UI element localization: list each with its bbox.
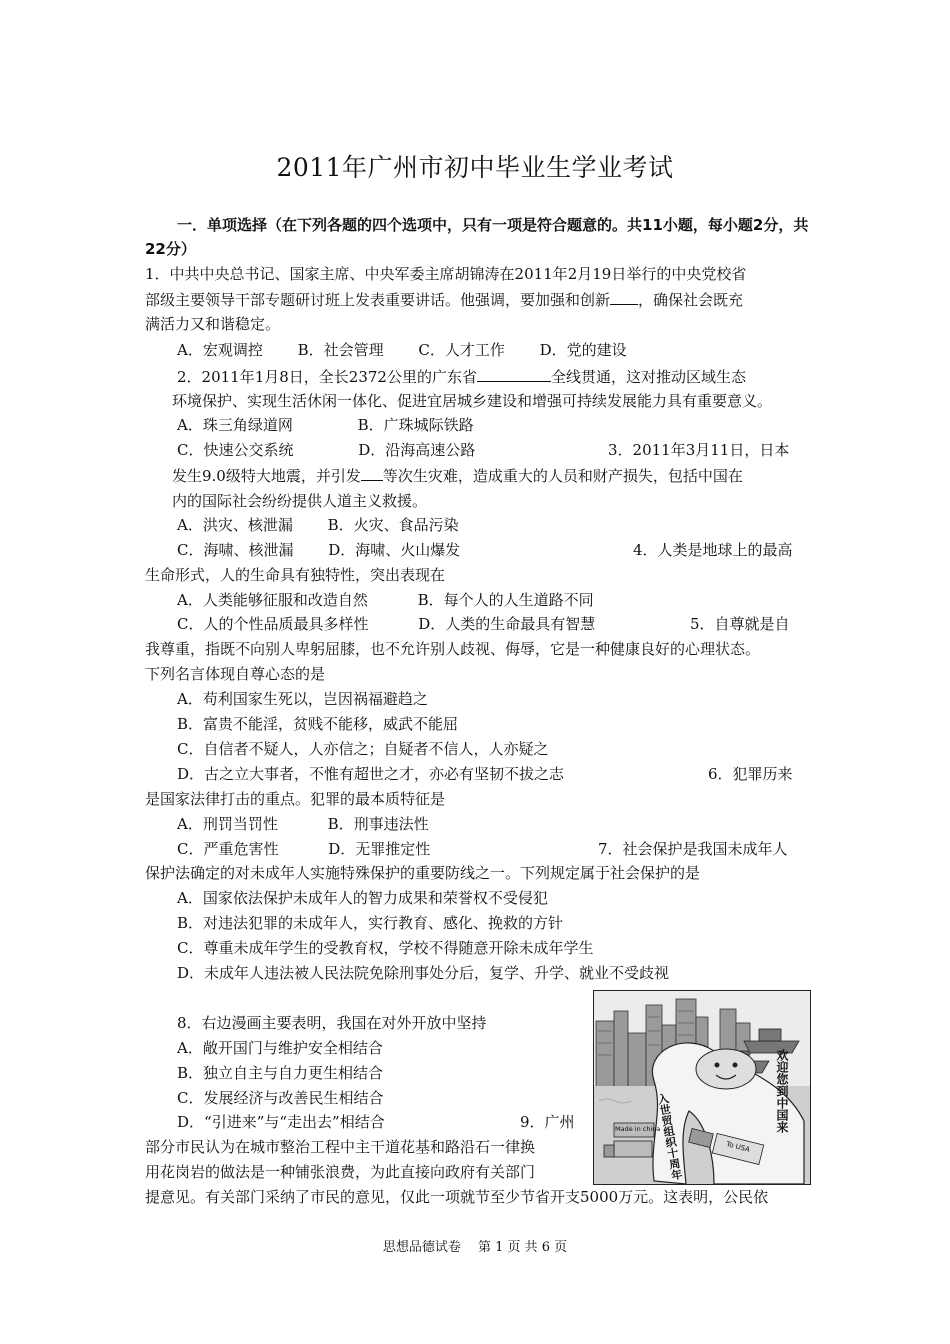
option-line: A．国家依法保护未成年人的智力成果和荣誉权不受侵犯 [177,889,548,907]
text-segment: 全线贯通，这对推动区域生态 [550,368,746,386]
text-line: 我尊重，指既不向别人卑躬屈膝，也不允许别人歧视、侮辱，它是一种健康良好的心理状态。 [145,640,761,658]
exam-title: 2011年广州市初中毕业生学业考试 [276,153,674,182]
text-line: 下列名言体现自尊心态的是 [145,665,326,683]
option-line: C．快速公交系统 D．沿海高速公路 [177,441,476,459]
text-line: 保护法确定的对未成年人实施特殊保护的重要防线之一。下列规定属于社会保护的是 [145,864,701,882]
question-start: 9．广州 [520,1113,575,1131]
option-line: D．古之立大事者，不惟有超世之才，亦必有坚韧不拔之志 [177,765,565,783]
text-line: 满活力又和谐稳定。 [145,315,281,333]
text-segment: 等次生灾难，造成重大的人员和财产损失，包括中国在 [382,467,743,485]
question-start: 5．自尊就是自 [690,615,790,633]
option-line: A．宏观调控 B．社会管理 C．人才工作 D．党的建设 [177,341,627,359]
cartoon-illustration [593,990,811,1185]
question-start: 6．犯罪历来 [708,765,793,783]
option-line: A．敞开国门与维护安全相结合 [177,1039,383,1057]
text-line: 1．中共中央总书记、国家主席、中央军委主席胡锦涛在2011年2月19日举行的中央党校省 [145,265,747,283]
option-line: A．人类能够征服和改造自然 B．每个人的人生道路不同 [177,591,594,609]
option-line: C．发展经济与改善民生相结合 [177,1089,384,1107]
text-segment: 发生9.0级特大地震，并引发 [172,467,361,485]
option-line: B．富贵不能淫，贫贱不能移，威武不能屈 [177,715,459,733]
option-line: C．尊重未成年学生的受教育权，学校不得随意开除未成年学生 [177,939,594,957]
text-line: 环境保护、实现生活休闲一体化、促进宜居城乡建设和增强可持续发展能力具有重要意义。 [172,392,773,410]
option-line: C．海啸、核泄漏 D．海啸、火山爆发 [177,541,461,559]
text-line: 部分市民认为在城市整治工程中主干道花基和路沿石一律换 [145,1138,536,1156]
option-line: B．对违法犯罪的未成年人，实行教育、感化、挽救的方针 [177,914,564,932]
answer-blank [610,288,638,305]
text-line [172,464,743,487]
option-line: D．未成年人违法被人民法院免除刑事处分后，复学、升学、就业不受歧视 [177,964,670,982]
answer-blank [361,464,383,481]
option-line: A．苟利国家生死以，岂因祸福避趋之 [177,690,428,708]
option-line: A．洪灾、核泄漏 B．火灾、食品污染 [177,516,459,534]
question-start: 4．人类是地球上的最高 [633,541,793,559]
cartoon-truck-label: To USA [725,1140,751,1154]
option-line: B．独立自主与自力更生相结合 [177,1064,384,1082]
option-line: C．人的个性品质最具多样性 D．人类的生命最具有智慧 [177,615,596,633]
question-start: 3．2011年3月11日，日本 [608,441,790,459]
text-line: 内的国际社会纷纷提供人道主义救援。 [172,492,428,510]
option-line: A．珠三角绿道网 B．广珠城际铁路 [177,416,474,434]
text-line [177,365,746,388]
text-line [145,288,743,311]
text-line: 提意见。有关部门采纳了市民的意见，仅此一项就节至少节省开支5000万元。这表明，公民依 [145,1188,769,1206]
cartoon-banner: 欢迎您到中国来 [775,1049,789,1133]
text-line: 用花岗岩的做法是一种铺张浪费，为此直接向政府有关部门 [145,1163,536,1181]
option-line: D．“引进来”与“走出去”相结合 [177,1113,385,1131]
option-line: A．刑罚当罚性 B．刑事违法性 [177,815,429,833]
option-line: C．严重危害性 D．无罪推定性 [177,840,431,858]
text-segment: 部级主要领导干部专题研讨班上发表重要讲话。他强调，要加强和创新 [145,291,611,309]
answer-blank [477,365,551,382]
text-segment: ，确保社会既充 [638,291,744,309]
cartoon-ribbon-text: 入世贸组织十周年 [655,1092,684,1182]
text-line: 8．右边漫画主要表明，我国在对外开放中坚持 [177,1014,487,1032]
cartoon-crate-label: Made in china [615,1125,661,1133]
page-footer: 思想品德试卷 第 1 页 共 6 页 [382,1240,568,1255]
question-start: 7．社会保护是我国未成年人 [598,840,788,858]
text-line: 生命形式，人的生命具有独特性，突出表现在 [145,566,446,584]
text-segment: 2．2011年1月8日，全长2372公里的广东省 [177,368,477,386]
option-line: C．自信者不疑人，人亦信之；自疑者不信人，人亦疑之 [177,740,549,758]
text-line: 是国家法律打击的重点。犯罪的最本质特征是 [145,790,446,808]
section-heading: 一．单项选择（在下列各题的四个选项中，只有一项是符合题意的。共11小题，每小题2分，共22分） [145,216,809,258]
